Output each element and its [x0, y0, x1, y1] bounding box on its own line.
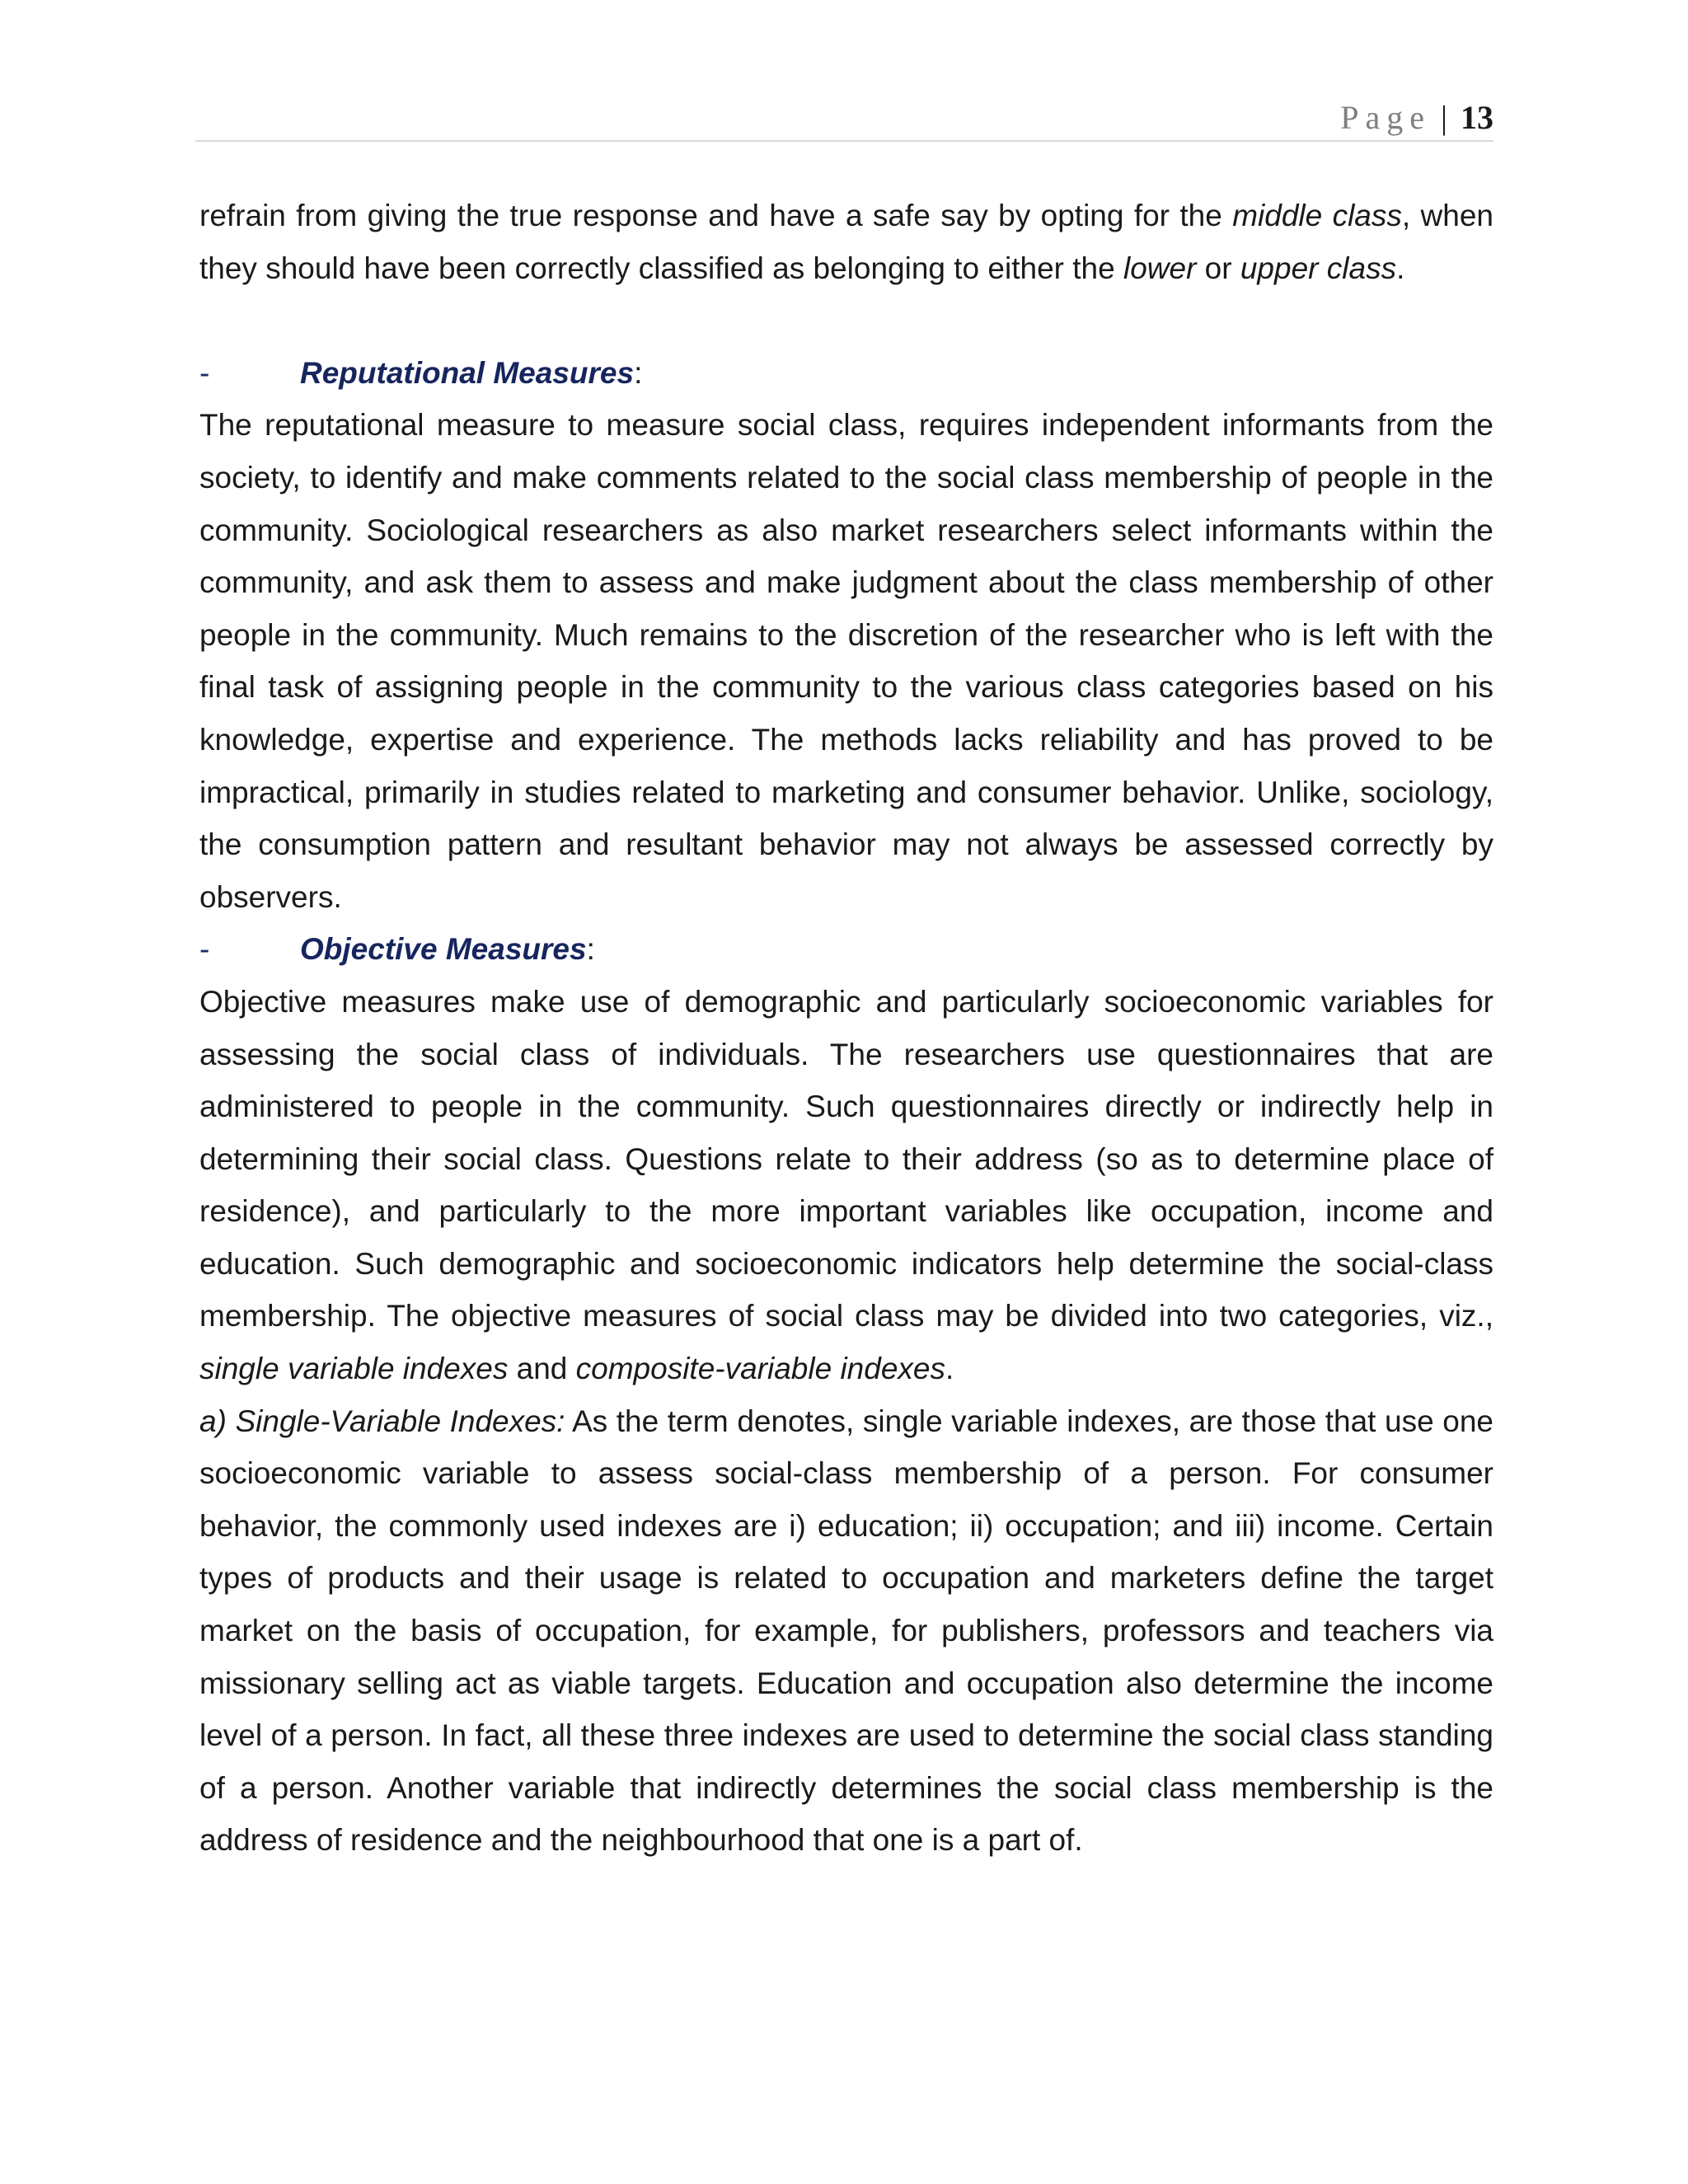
section-title: Objective Measures [300, 932, 587, 967]
bullet-dash: - [199, 932, 210, 967]
intro-paragraph: refrain from giving the true response and have a safe say by opting for the middle class, when they should have been correctly classified as belonging to either the lower or upper class. [199, 199, 1493, 285]
document-body [199, 190, 1493, 1867]
bullet-dash: - [199, 355, 210, 390]
paragraph-spacer [199, 294, 1493, 347]
single-variable-paragraph: a) Single-Variable Indexes: As the term denotes, single variable indexes, are those that use one socioeconomic variable to assess social-class membership of a person. For consumer behavior, the commonly used indexes are i) education; ii) occupation; and iii) income. Certain types of products and their usage is related to occupation and marketers define the target market on the basis of occupation, for example, for publishers, professors and teachers via missionary selling act as viable targets. Education and occupation also determine the income level of a person. In fact, all these three indexes are used to determine the social class standing of a person. Another variable that indirectly determines the social class membership is the address of residence and the neighbourhood that one is a part of. [199, 1404, 1493, 1858]
subsection-label: a) Single-Variable Indexes: [199, 1404, 565, 1438]
page-label: Page [1340, 99, 1431, 136]
reputational-heading: - Reputational Measures: [199, 347, 1493, 400]
objective-paragraph: Objective measures make use of demographic and particularly socioeconomic variables for assessing the social class of individuals. The researchers use questionnaires that are administered to people in the community. Such questionnaires directly or indirectly help in determining their social class. Questions relate to their address (so as to determine place of residence), and particularly to the more important variables like occupation, income and education. Such demographic and socioeconomic indicators help determine the social-class membership. The objective measures of social class may be divided into two categories, viz., single variable indexes and composite-variable indexes. [199, 984, 1493, 1386]
objective-heading: - Objective Measures: [199, 923, 1493, 976]
reputational-paragraph: The reputational measure to measure social class, requires independent informants from the society, to identify and make comments related to the social class membership of people in the community. Sociological researchers as also market researchers select informants within the community, and ask them to assess and make judgment about the class membership of other people in the community. Much remains to the discretion of the researcher who is left with the final task of assigning people in the community to the various class categories based on his knowledge, expertise and experience. The methods lacks reliability and has proved to be impractical, primarily in studies related to marketing and consumer behavior. Unlike, sociology, the consumption pattern and resultant behavior may not always be assessed correctly by observers. [199, 408, 1493, 914]
page-separator: | [1440, 99, 1447, 136]
section-title: Reputational Measures [300, 355, 635, 390]
page-header [195, 96, 1493, 142]
term-lower: lower [1123, 251, 1197, 285]
term-single-variable-indexes: single variable indexes [199, 1352, 509, 1386]
term-upper-class: upper class [1240, 251, 1397, 285]
term-middle-class: middle class [1232, 199, 1402, 232]
page-number: 13 [1461, 99, 1493, 136]
term-composite-variable-indexes: composite-variable indexes [575, 1352, 945, 1386]
